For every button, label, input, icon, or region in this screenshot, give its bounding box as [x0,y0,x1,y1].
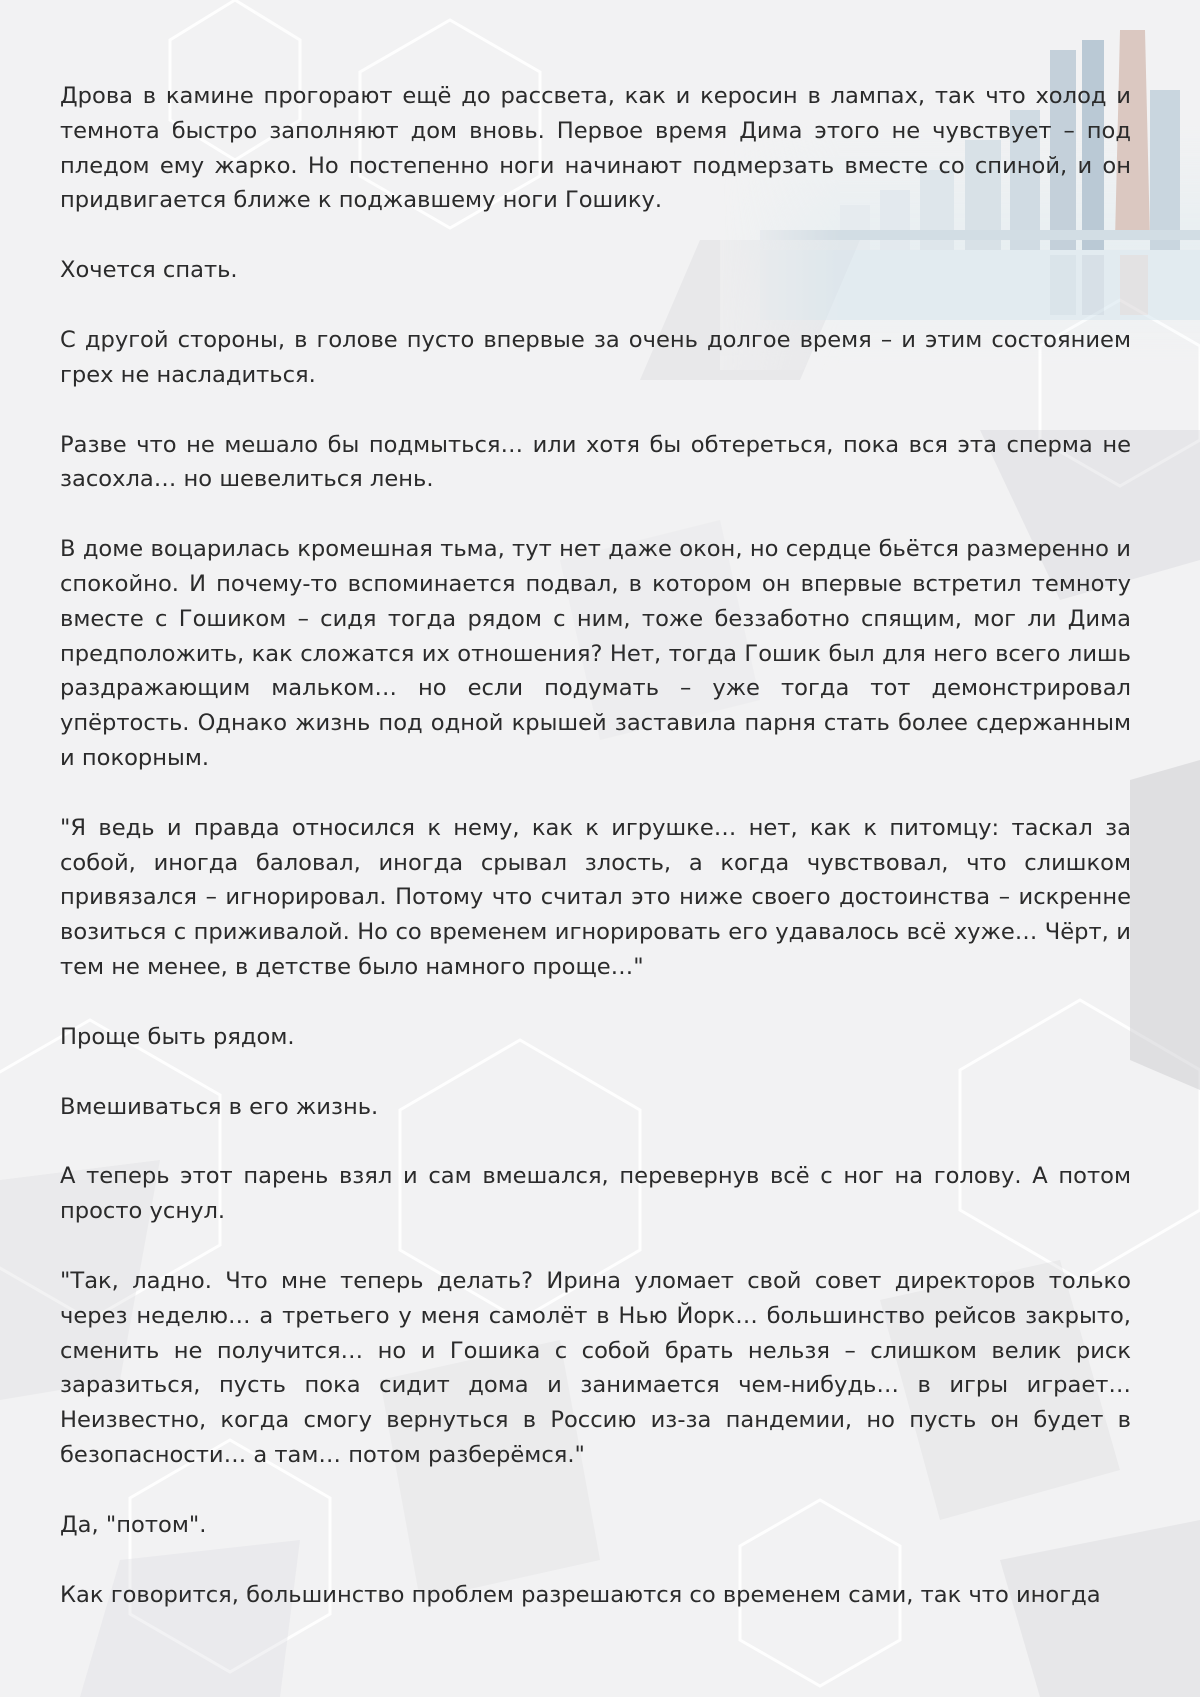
paragraph: "Так, ладно. Что мне теперь делать? Ирина уломает свой совет директоров только через неделю… а третьего у меня самолёт в Нью Йорк… большинство рейсов закрыто, сменить не получится… но и Гошика с собой брать нельзя – слишком велик риск заразиться, пусть пока сидит дома и занимается чем-нибудь… в игры играет… Неизвестно, когда смогу вернуться в Россию из-за пандемии, но пусть он будет в безопасности… а там… потом разберёмся." [60,1267,1131,1468]
document-body [60,79,1131,1612]
paragraph: Вмешиваться в его жизнь. [60,1093,379,1120]
paragraph: Как говорится, большинство проблем разрешаются со временем сами, так что иногда [60,1581,1101,1608]
paragraph: Дрова в камине прогорают ещё до рассвета, как и керосин в лампах, так что холод и темнота быстро заполняют дом вновь. Первое время Дима этого не чувствует – под пледом ему жарко. Но постепенно ноги начинают подмерзать вместе со спиной, и он придвигается ближе к поджавшему ноги Гошику. [60,83,1131,214]
paragraph: А теперь этот парень взял и сам вмешался, перевернув всё с ног на голову. А потом просто уснул. [60,1163,1131,1225]
paragraph: Разве что не мешало бы подмыться… или хотя бы обтереться, пока вся эта сперма не засохла… но шевелиться лень. [60,431,1131,493]
paragraph: С другой стороны, в голове пусто впервые за очень долгое время – и этим состоянием грех не насладиться. [60,326,1131,388]
paragraph: В доме воцарилась кромешная тьма, тут нет даже окон, но сердце бьётся размеренно и спокойно. И почему-то вспоминается подвал, в котором он впервые встретил темноту вместе с Гошиком – сидя тогда рядом с ним, тоже беззаботно спящим, мог ли Дима предположить, как сложатся их отношения? Нет, тогда Гошик был для него всего лишь раздражающим мальком… но если подумать – уже тогда тот демонстрировал упёртость. Однако жизнь под одной крышей заставила парня стать более сдержанным и покорным. [60,536,1131,771]
paragraph: "Я ведь и правда относился к нему, как к игрушке… нет, как к питомцу: таскал за собой, иногда баловал, иногда срывал злость, а когда чувствовал, что слишком привязался – игнорировал. Потому что считал это ниже своего достоинства – искренне возиться с приживалой. Но со временем игнорировать его удавалось всё хуже… Чёрт, и тем не менее, в детстве было намного проще…" [60,814,1131,980]
paragraph: Проще быть рядом. [60,1023,295,1050]
paragraph: Хочется спать. [60,257,238,284]
paragraph: Да, "потом". [60,1511,207,1538]
